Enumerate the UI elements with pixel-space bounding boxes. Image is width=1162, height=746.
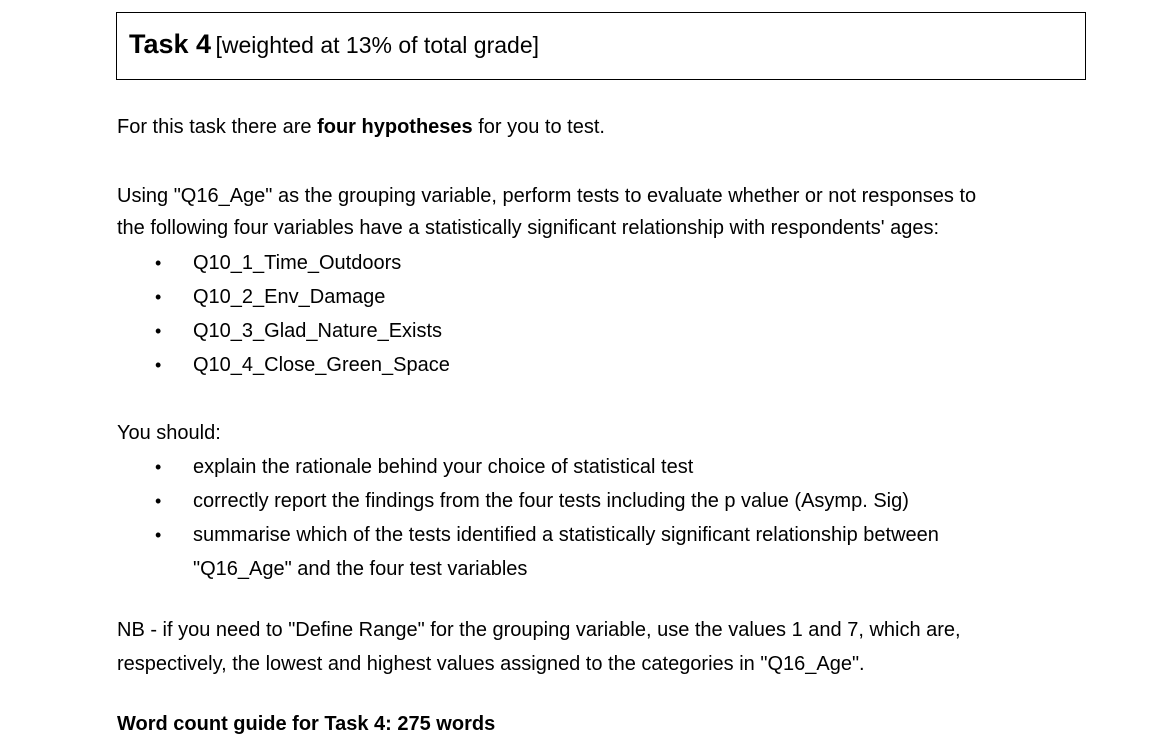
- intro-text-before: For this task there are: [117, 116, 318, 138]
- instructions-line-1: Using "Q16_Age" as the grouping variable, perform tests to evaluate whether or not responses to: [117, 185, 977, 207]
- bullet-icon: •: [155, 253, 162, 273]
- bullet-icon: •: [155, 287, 162, 307]
- instructions-line-2: the following four variables have a statistically significant relationship with respondents' ages:: [117, 217, 940, 239]
- variable-name: Q10_2_Env_Damage: [193, 286, 386, 308]
- task-title-main: Task 4: [129, 29, 212, 59]
- bullet-icon: •: [155, 491, 162, 511]
- task-title-weighting: [weighted at 13% of total grade]: [215, 32, 540, 58]
- requirement-text: explain the rationale behind your choice of statistical test: [193, 456, 694, 478]
- bullet-icon: •: [155, 525, 162, 545]
- task-title-box: [116, 12, 1086, 80]
- requirement-text-continued: "Q16_Age" and the four test variables: [193, 558, 528, 580]
- requirement-text: correctly report the findings from the four tests including the p value (Asymp. Sig): [193, 490, 909, 512]
- bullet-icon: •: [155, 321, 162, 341]
- list-item: [117, 484, 939, 518]
- requirements-list: [117, 450, 939, 586]
- variables-list: [117, 246, 450, 382]
- list-item-continuation: [117, 552, 939, 586]
- nb-line-2: respectively, the lowest and highest values assigned to the categories in "Q16_Age".: [117, 653, 865, 675]
- variable-name: Q10_3_Glad_Nature_Exists: [193, 320, 443, 342]
- requirement-text: summarise which of the tests identified a statistically significant relationship between: [193, 524, 939, 546]
- list-item: [117, 348, 450, 382]
- word-count-guide: Word count guide for Task 4: 275 words: [117, 713, 496, 735]
- list-item: [117, 518, 939, 552]
- bullet-icon: •: [155, 457, 162, 477]
- bullet-icon: •: [155, 355, 162, 375]
- list-item: [117, 280, 450, 314]
- variable-name: Q10_1_Time_Outdoors: [193, 252, 402, 274]
- task-title: [129, 29, 539, 60]
- list-item: [117, 314, 450, 348]
- nb-line-1: NB - if you need to "Define Range" for the grouping variable, use the values 1 and 7, which are,: [117, 619, 961, 641]
- intro-text-after: for you to test.: [472, 116, 605, 138]
- intro-paragraph: [117, 111, 605, 143]
- intro-text-bold: four hypotheses: [317, 116, 473, 138]
- list-item: [117, 246, 450, 280]
- variable-name: Q10_4_Close_Green_Space: [193, 354, 450, 376]
- list-item: [117, 450, 939, 484]
- you-should-heading: You should:: [117, 422, 221, 444]
